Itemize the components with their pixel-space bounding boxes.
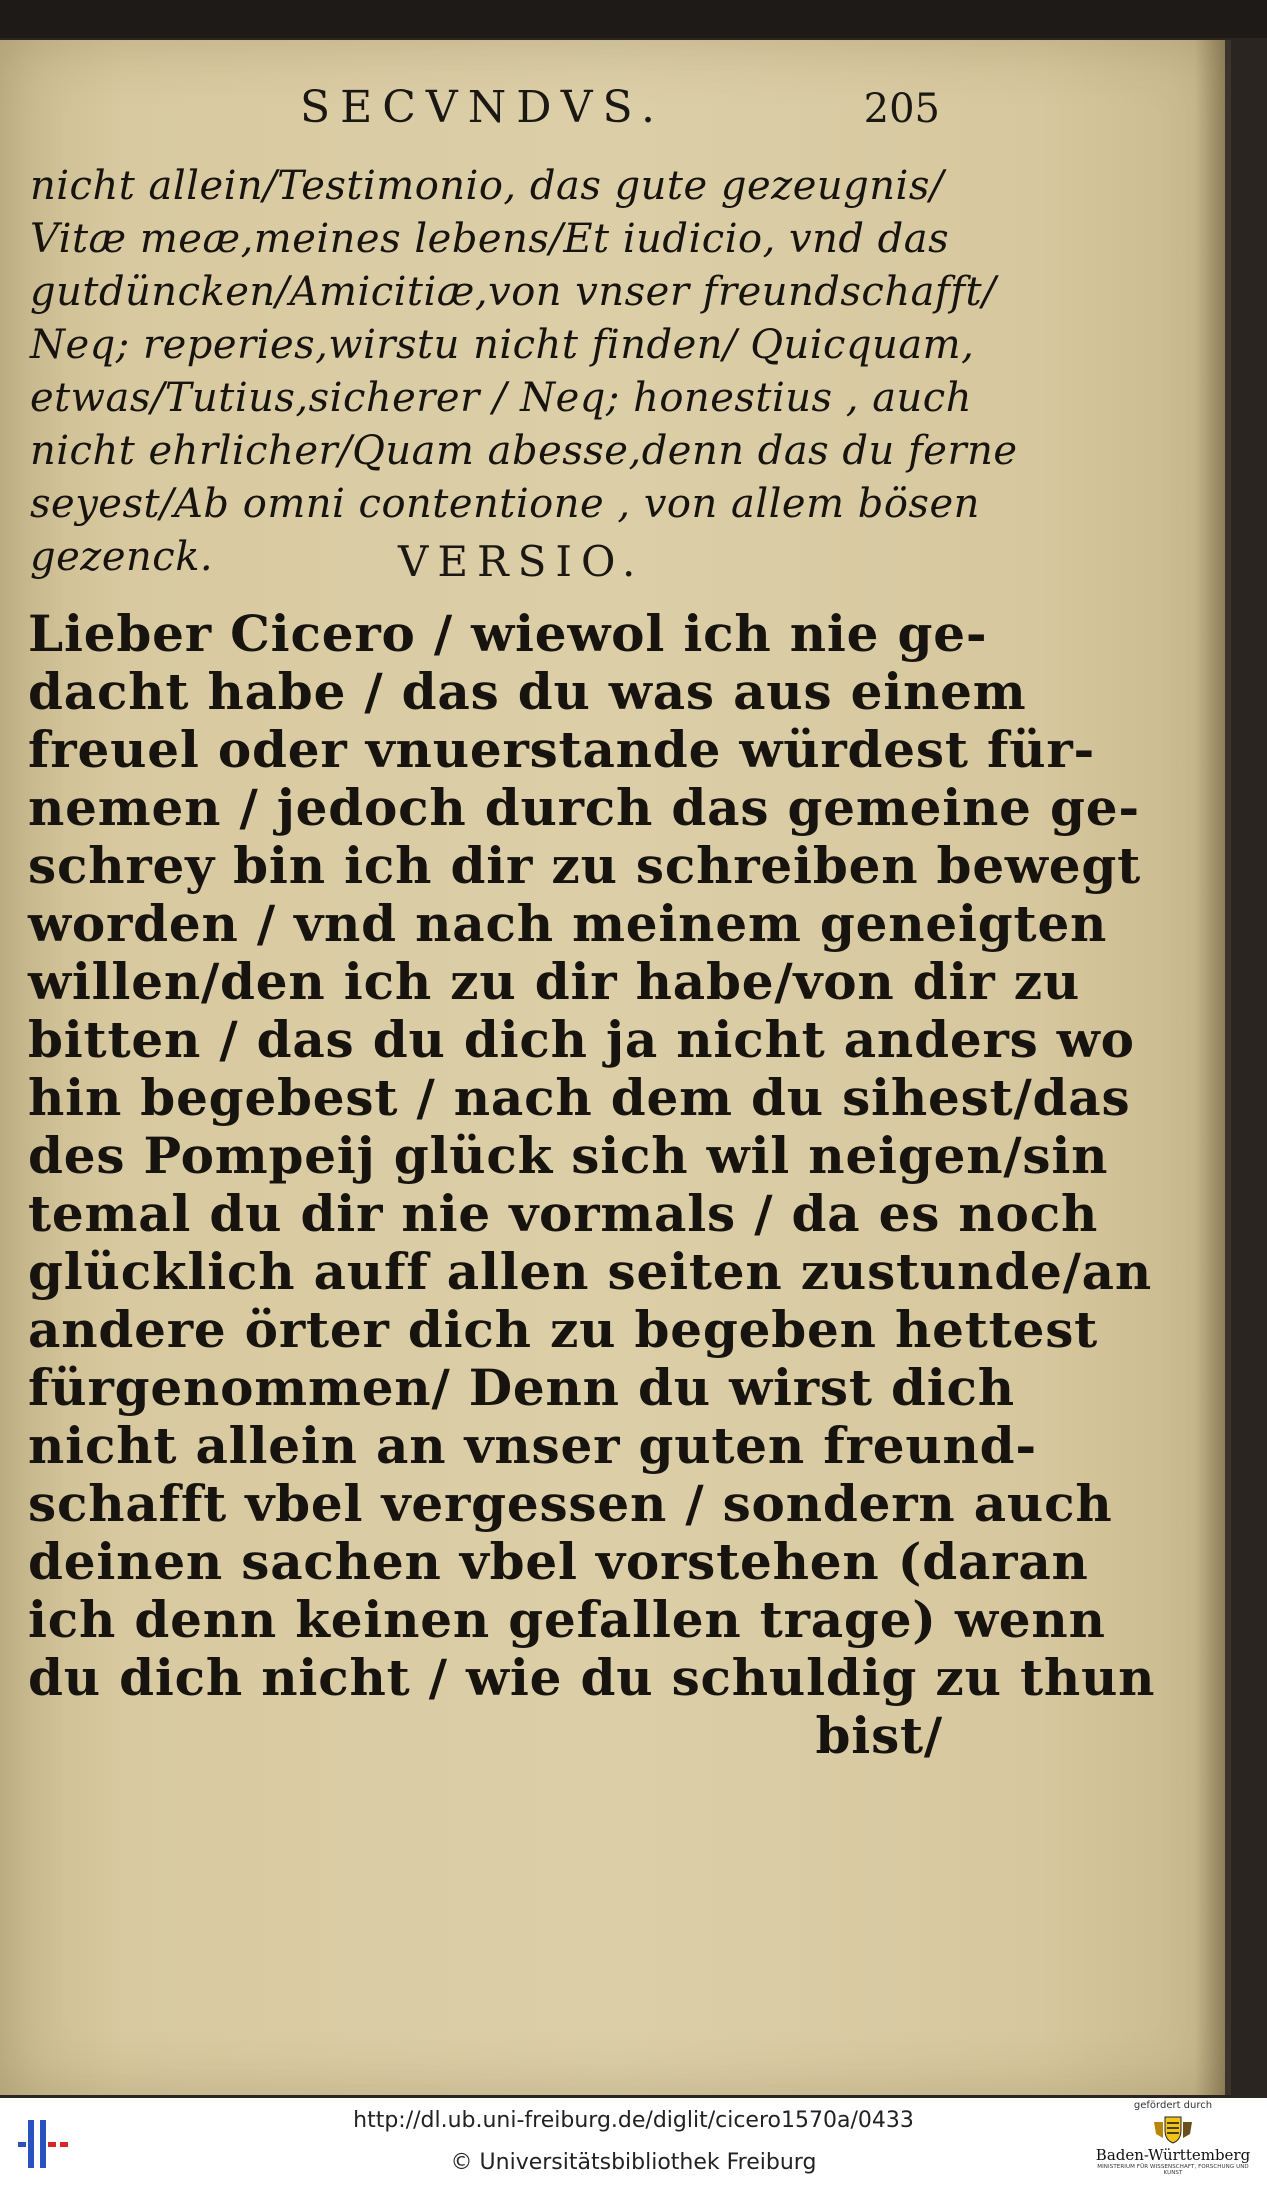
translation-line: fürgenommen/ Denn du wirst dich xyxy=(28,1358,1015,1417)
translation-line: Lieber Cicero / wiewol ich nie ge- xyxy=(28,604,988,663)
translation-line: schrey bin ich dir zu schreiben bewegt xyxy=(28,836,1142,895)
sponsor-subtitle: MINISTERIUM FÜR WISSENSCHAFT, FORSCHUNG UND KUNST xyxy=(1097,2164,1249,2176)
translation-line: worden / vnd nach meinem geneigten xyxy=(28,894,1108,953)
translation-line-last: bist/ xyxy=(815,1706,943,1765)
gloss-line: nicht ehrlicher/Quam abesse,denn das du ferne xyxy=(30,428,1018,474)
translation-line: dacht habe / das du was aus einem xyxy=(28,662,1027,721)
running-head: SECVNDVS. xyxy=(300,82,666,133)
translation-line: glücklich auff allen seiten zustunde/an xyxy=(28,1242,1153,1301)
permalink-url[interactable]: http://dl.ub.uni-freiburg.de/diglit/cicero1570a/0433 xyxy=(353,2108,914,2133)
translation-line: deinen sachen vbel vorstehen (daran xyxy=(28,1532,1089,1591)
coat-of-arms-icon xyxy=(1150,2114,1196,2144)
translation-line: ich denn keinen gefallen trage) wenn xyxy=(28,1590,1106,1649)
page-header xyxy=(300,82,940,142)
gloss-line: Neq; reperies,wirstu nicht finden/ Quicquam, xyxy=(30,322,975,368)
gloss-line: Vitæ meæ,meines lebens/Et iudicio, vnd das xyxy=(30,216,950,262)
sponsor-name: Baden-Württemberg xyxy=(1095,2146,1251,2164)
section-heading: VERSIO. xyxy=(398,537,645,586)
gloss-line: nicht allein/Testimonio, das gute gezeugnis/ xyxy=(30,163,944,209)
translation-line: andere örter dich zu begeben hettest xyxy=(28,1300,1099,1359)
page-number: 205 xyxy=(863,86,940,132)
translation-line: bitten / das du dich ja nicht anders wo xyxy=(28,1010,1135,1069)
gloss-line: etwas/Tutius,sicherer / Neq; honestius , auch xyxy=(30,375,972,421)
translation-line: temal du dir nie vormals / da es noch xyxy=(28,1184,1099,1243)
translation-line: nemen / jedoch durch das gemeine ge- xyxy=(28,778,1140,837)
sponsor-block xyxy=(1093,2100,1253,2188)
copyright-notice: © Universitätsbibliothek Freiburg xyxy=(450,2150,817,2175)
translation-line: schafft vbel vergessen / sondern auch xyxy=(28,1474,1113,1533)
sponsor-label: gefördert durch xyxy=(1133,2100,1213,2111)
viewer-footer xyxy=(0,2098,1267,2189)
gloss-text-block xyxy=(30,160,1018,584)
gloss-line: gezenck. xyxy=(30,534,214,580)
translation-line: hin begebest / nach dem du sihest/das xyxy=(28,1068,1131,1127)
gloss-line: seyest/Ab omni contentione , von allem bösen xyxy=(30,481,980,527)
gloss-line: gutdüncken/Amicitiæ,von vnser freundschafft/ xyxy=(30,269,997,315)
translation-line: nicht allein an vnser guten freund- xyxy=(28,1416,1037,1475)
translation-line: freuel oder vnuerstande würdest für- xyxy=(28,720,1096,779)
translation-text-block xyxy=(28,604,1156,1765)
translation-line: du dich nicht / wie du schuldig zu thun xyxy=(28,1648,1156,1707)
translation-line: willen/den ich zu dir habe/von dir zu xyxy=(28,952,1081,1011)
translation-line: des Pompeij glück sich wil neigen/sin xyxy=(28,1126,1109,1185)
